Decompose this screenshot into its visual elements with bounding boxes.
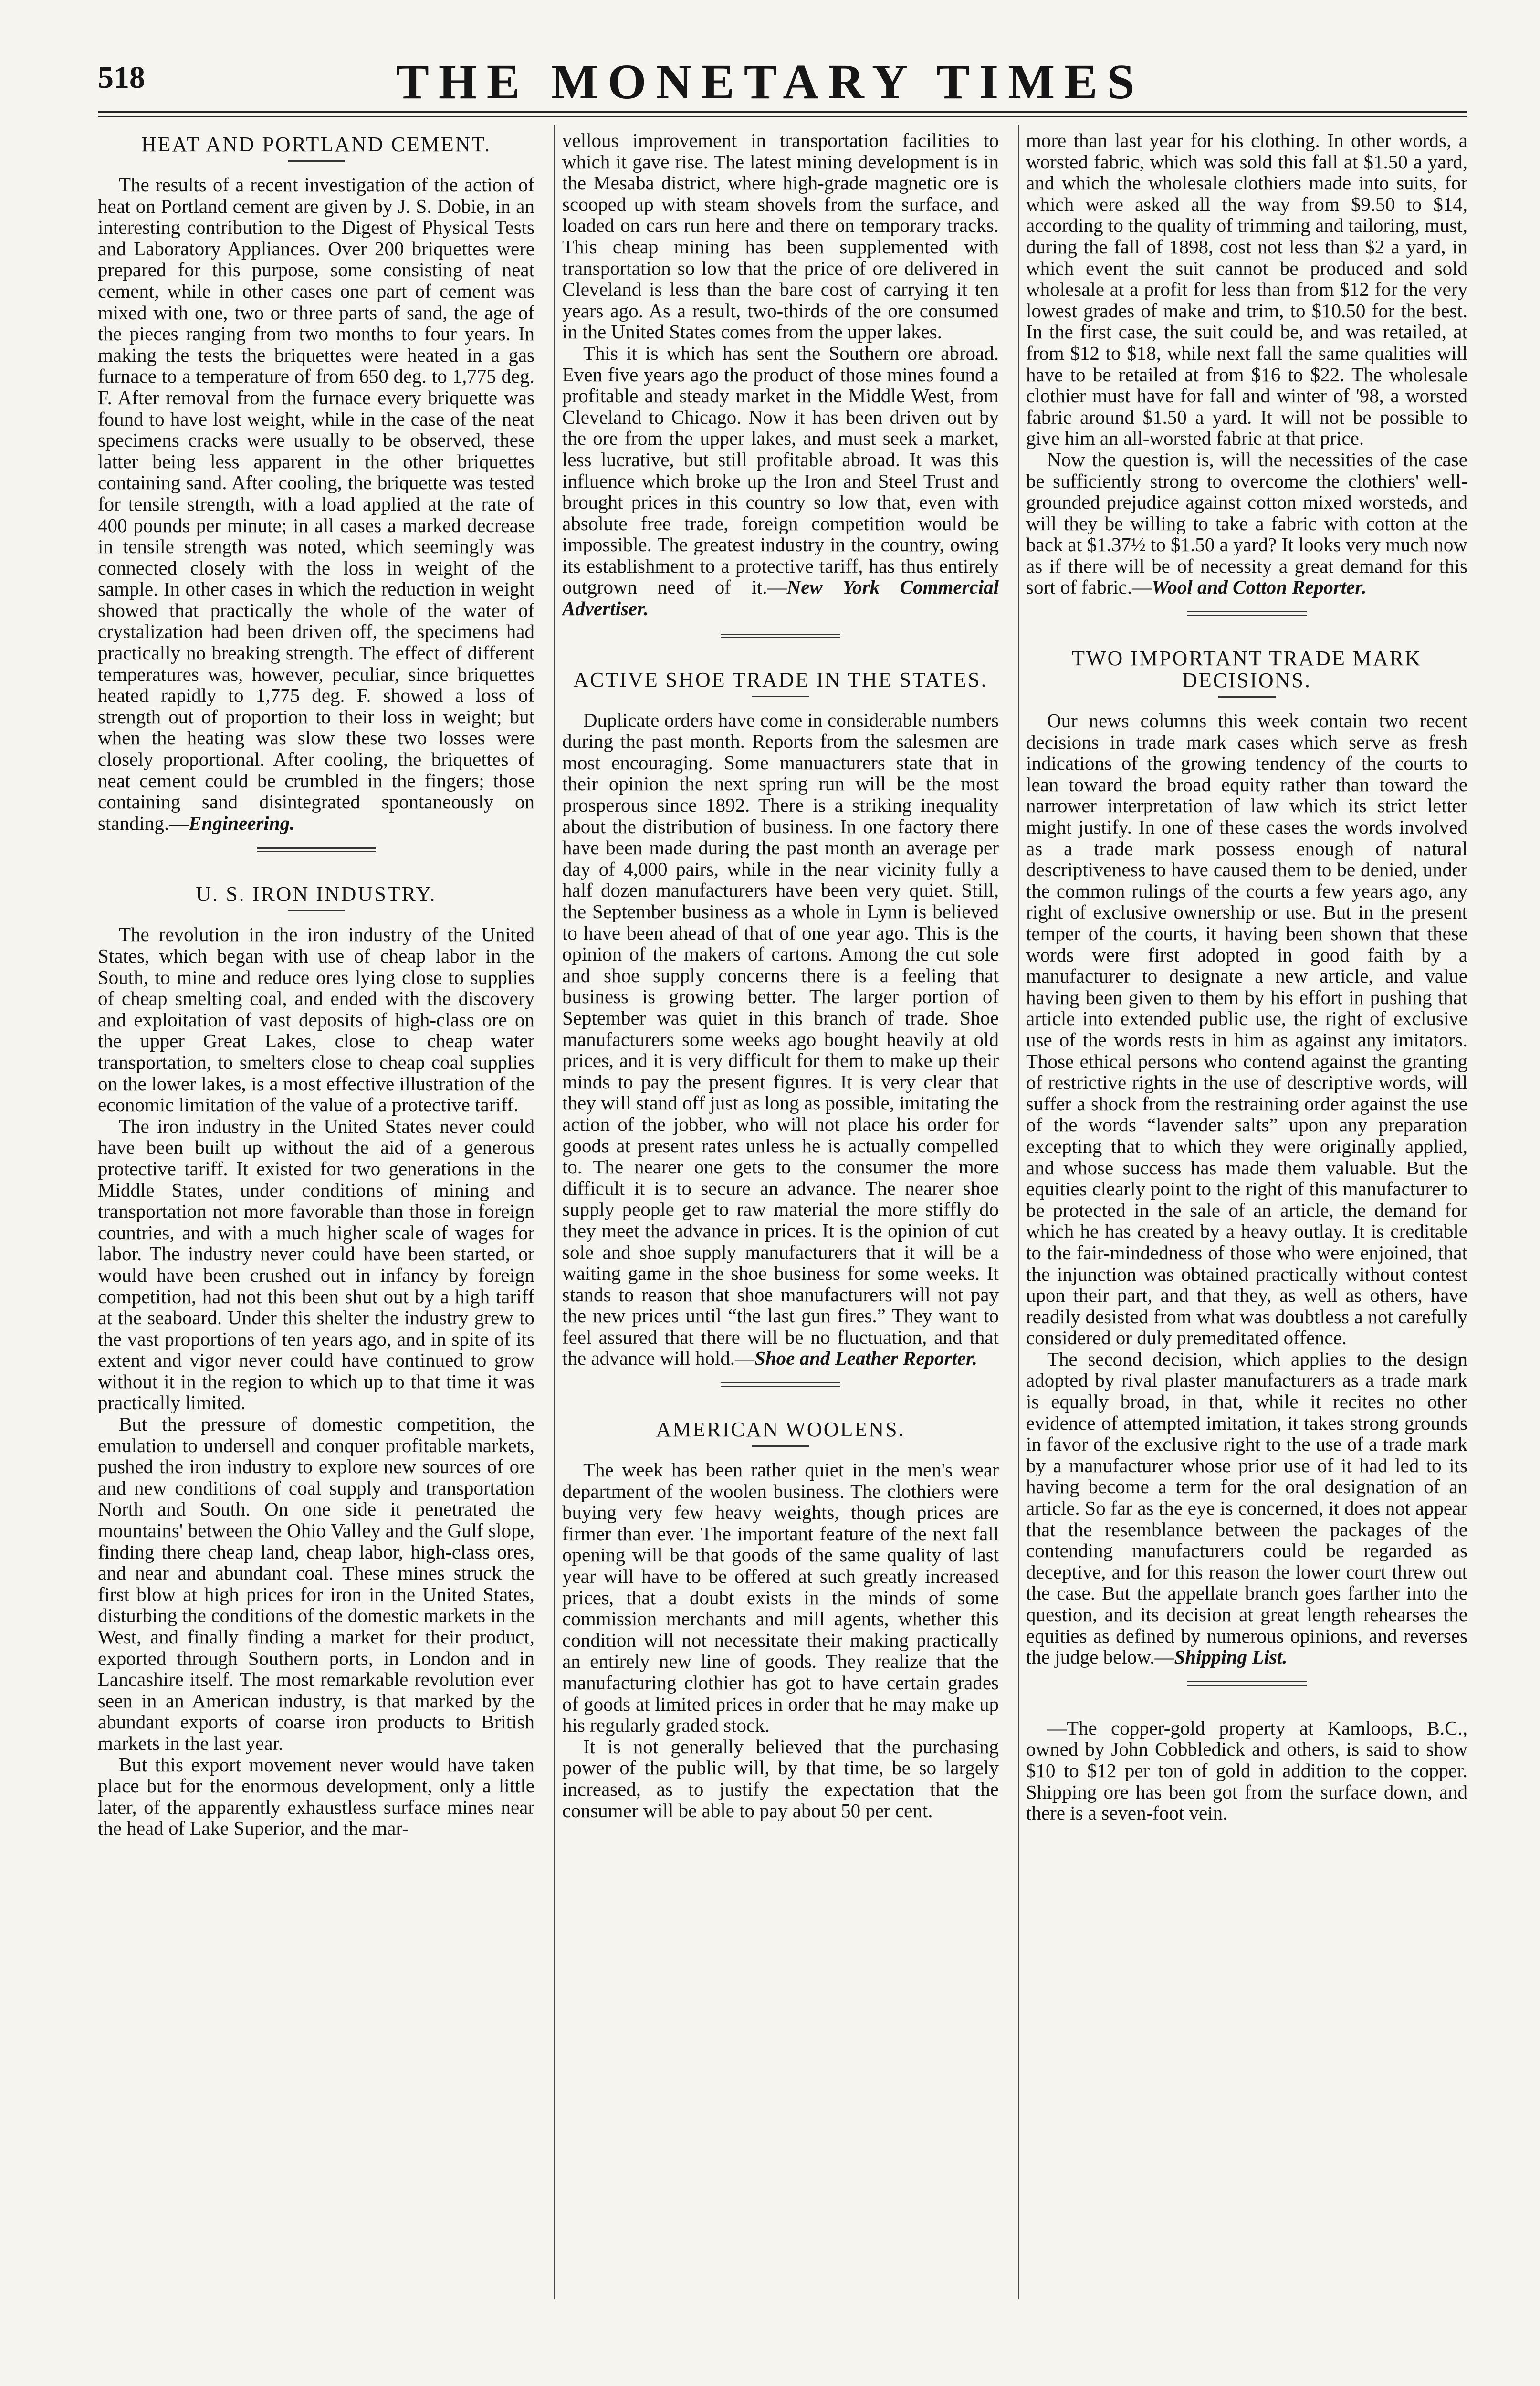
- title-rule: [1218, 696, 1276, 698]
- column-divider-2: [1018, 125, 1019, 2299]
- page-header: [0, 0, 1540, 110]
- article-source: Engineering.: [189, 812, 295, 834]
- article-paragraph: But this export movement never would have taken place but for the enormous development, only a little later, of the apparently exhaustless surface mines near the head of Lake Superior, and the mar-: [98, 1753, 534, 1840]
- article-paragraph: Duplicate orders have come in considerable numbers during the past month. Reports from the salesmen are most encouraging. Some manuacturers state that in their opinion the next spring run will be the most prosperous since 1892. There is a striking inequality about the distribution of business. In one factory there have been made during the past month an average per day of 4,000 pairs, while in the near vicinity fully a half dozen manufacturers have been very quiet. Still, the September business as a whole in Lynn is believed to have been ahead of that of one year ago. This is the opinion of the makers of cartons. Among the cut sole and shoe supply concerns there is a feeling that business is growing better. The larger portion of September was quiet in this branch of trade. Shoe manufacturers some weeks ago bought heavily at old prices, and it is very difficult for them to make up their minds to pay the present figures. It is very clear that they will stand off just as long as possible, imitating the action of the jobber, who will not place his order for goods at present rates unless he is actually compelled to. The nearer one gets to the consumer the more difficult it is to secure an advance. The nearer shoe supply people get to raw material the more stiffly do they meet the advance in prices. It is the opinion of cut sole and shoe supply manufacturers that it will be a waiting game in the shoe business for some weeks. It stands to reason that shoe manufacturers will not pay the new prices until “the last gun fires.” They want to feel assured that there will be no fluctuation, and that the advance will hold.—Shoe and Leather Reporter.: [562, 709, 999, 1370]
- column-2: [562, 130, 999, 2306]
- article-paragraph: Now the question is, will the necessities of the case be sufficiently strong to overcome the clothiers' well-grounded prejudice against cotton mixed worsteds, and will they be willing to take a fabric with cotton at the back at $1.37½ to $1.50 a yard? It looks very much now as if there will be of necessity a great demand for this sort of fabric.—Wool and Cotton Reporter.: [1026, 448, 1467, 598]
- article-paragraph: The week has been rather quiet in the men's wear department of the woolen business. The clothiers were buying very few heavy weights, though prices are firmer than ever. The important feature of the next fall opening will be that goods of the same quality of last year will have to be offered at such greatly increased prices, that a doubt exists in the minds of some commission merchants and mill agents, whether this condition will not necessitate their making practically an entirely new line of goods. They realize that the manufacturing clothier has got to have certain grades of goods at limited prices in order that he may make up his regularly graded stock.: [562, 1459, 999, 1737]
- column-1: [98, 130, 534, 2306]
- article-paragraph: more than last year for his clothing. In other words, a worsted fabric, which was sold this fall at $1.50 a yard, and which the wholesale clothiers made into suits, for which were asked all the way from $9.50 to $14, according to the quality of trimming and tailoring, must, during the fall of 1898, cost not less than $2 a yard, in which event the suit cannot be produced and sold wholesale at a profit for less than from $12 for the very lowest grades of make and trim, to $10.50 for the best. In the first case, the suit could be, and was retailed, at from $12 to $18, while next fall the same qualities will have to be retailed at from $16 to $22. The wholesale clothier must have for fall and winter of '98, a worsted fabric around $1.50 a yard. It will not be possible to give him an all-worsted fabric at that price.: [1026, 130, 1467, 450]
- column-divider-1: [554, 125, 555, 2299]
- article-paragraph: But the pressure of domestic competition, the emulation to undersell and conquer profitable markets, pushed the iron industry to explore new sources of ore and new conditions of coal supply and transportation North and South. On one side it penetrated the mountains' between the Ohio Valley and the Gulf slope, finding there cheap land, cheap labor, high-class ores, and near and abundant coal. These mines struck the first blow at high prices for iron in the United States, disturbing the conditions of the domestic markets in the West, and finally finding a market for their product, exported through Southern ports, in London and in Lancashire itself. The most remarkable revolution ever seen in an American industry, is that marked by the abundant exports of coarse iron products to British markets in the last year.: [98, 1413, 534, 1754]
- header-rule: [98, 111, 1467, 113]
- article-source: Wool and Cotton Reporter.: [1152, 576, 1367, 598]
- article-copper-gold-property: [1026, 1717, 1467, 1824]
- article-paragraph: It is not generally believed that the purchasing power of the public will, by that time, be so largely increased, as to justify the expectation that the consumer will be able to pay about 50 per cent.: [562, 1735, 999, 1821]
- article-separator: [1187, 611, 1307, 616]
- article-separator: [721, 633, 840, 638]
- column-3: [1026, 130, 1467, 2306]
- page-number: 518: [98, 60, 145, 95]
- article-source: New York Commercial Advertiser.: [562, 576, 999, 620]
- article-separator: [1187, 1681, 1307, 1686]
- header-rule-thin: [98, 116, 1467, 117]
- article-us-iron-industry: [98, 883, 534, 1839]
- article-paragraph: —The copper-gold property at Kamloops, B.C., owned by John Cobbledick and others, is said to show $10 to $12 per ton of gold in addition to the copper. Shipping ore has been got from the surface down, and there is a seven-foot vein.: [1026, 1716, 1467, 1824]
- article-paragraph: This it is which has sent the Southern ore abroad. Even five years ago the product of those mines found a profitable and steady market in the Middle West, from Cleveland to Chicago. Now it has been driven out by the ore from the upper lakes, and must seek a market, less lucrative, but still profitable abroad. It was this influence which broke up the Iron and Steel Trust and brought prices in this country so low that, even with absolute free trade, foreign competition would be impossible. The greatest industry in the country, owing its establishment to a protective tariff, has thus entirely outgrown need of it.—New York Commercial Advertiser.: [562, 342, 999, 620]
- article-title: HEAT AND PORTLAND CEMENT.: [141, 133, 492, 156]
- article-source: Shipping List.: [1174, 1646, 1288, 1668]
- article-heat-portland-cement: [98, 134, 534, 834]
- masthead-title: THE MONETARY TIMES: [396, 54, 1144, 109]
- article-paragraph: Our news columns this week contain two recent decisions in trade mark cases which serve as fresh indications of the growing tendency of the courts to lean toward the broad equity rather than toward the narrower interpretation of law which its strict letter might justify. In one of these cases the words involved as a trade mark possess enough of natural descriptiveness to have caused them to be denied, under the common rulings of the courts a few years ago, any right of exclusive ownership or use. But in the present temper of the courts, it having been shown that these words were first adopted in good faith by a manufacturer to designate a new article, and value having been given to them by his effort in pushing that article into extended public use, the right of exclusive use of the words rests in him as against any imitators. Those ethical persons who contend against the granting of restrictive rights in the use of descriptive words, will suffer a shock from the restraining order against the use of the words “lavender salts” upon any preparation excepting that to which they were originally applied, and whose success has made them valuable. But the equities clearly point to the right of this manufacturer to be protected in the sale of an article, the demand for which he has created by a heavy outlay. It is creditable to the fair-mindedness of those who were enjoined, that the injunction was obtained practically without contest upon their part, and that they, as well as others, have readily desisted from what was doubtless a not carefully considered or duly premeditated offence.: [1026, 710, 1467, 1349]
- title-rule: [288, 160, 345, 162]
- article-paragraph: The results of a recent investigation of the action of heat on Portland cement are given by J. S. Dobie, in an interesting contribution to the Digest of Physical Tests and Laboratory Appliances. Over 200 briquettes were prepared for this purpose, some consisting of neat cement, while in other cases one part of cement was mixed with one, two or three parts of sand, the age of the pieces ranging from two months to four years. In making the tests the briquettes were heated in a gas furnace to a temperature of from 650 deg. to 1,775 deg. F. After removal from the furnace every briquette was found to have lost weight, while in the case of the neat specimens cracks were usually to be observed, these latter being less apparent in the other briquettes containing sand. After cooling, the briquette was tested for tensile strength, with a load applied at the rate of 400 pounds per minute; in all cases a marked decrease in tensile strength was noted, which seemingly was connected closely with the loss in weight of the sample. In other cases in which the reduction in weight showed that practically the whole of the water of crystalization had been driven off, the specimens had practically no breaking strength. The effect of different temperatures was, however, peculiar, since briquettes heated rapidly to 1,775 deg. F. showed a loss of strength out of proportion to their loss in weight; but when the heating was slow these two losses were closely proportional. After cooling, the briquettes of neat cement could be crumbled in the fingers; those containing sand disintegrated spontaneously on standing.—Engineering.: [98, 174, 534, 834]
- article-separator: [721, 1382, 840, 1387]
- article-source: Shoe and Leather Reporter.: [754, 1347, 978, 1370]
- article-title: ACTIVE SHOE TRADE IN THE STATES.: [573, 668, 988, 691]
- article-paragraph: The iron industry in the United States never could have been built up without the aid of a generous protective tariff. It existed for two generations in the Middle States, under conditions of mining and transportation not more favorable than those in foreign countries, and with a much higher scale of wages for labor. The industry never could have been started, or would have been crushed out in infancy by foreign competition, had not this been shut out by a high tariff at the seaboard. Under this shelter the industry grew to the vast proportions of ten years ago, and in spite of its extent and vigor never could have continued to grow without it in the region to which up to that time it was practically limited.: [98, 1115, 534, 1414]
- article-separator: [257, 847, 376, 852]
- article-title: U. S. IRON INDUSTRY.: [196, 882, 437, 906]
- title-rule: [752, 1445, 809, 1447]
- article-title: AMERICAN WOOLENS.: [656, 1418, 905, 1442]
- article-paragraph: vellous improvement in transportation facilities to which it gave rise. The latest mining development is in the Mesaba district, where high-grade magnetic ore is scooped up with steam shovels from the surface, and loaded on cars run here and there on temporary tracks. This cheap mining has been supplemented with transportation so low that the price of ore delivered in Cleveland is less than the bare cost of carrying it ten years ago. As a result, two-thirds of the ore consumed in the United States comes from the upper lakes.: [562, 130, 999, 343]
- article-trade-mark-decisions: [1026, 648, 1467, 1668]
- title-rule: [288, 910, 345, 911]
- article-american-woolens-continued: [1026, 130, 1467, 598]
- article-us-iron-industry-continued: [562, 130, 999, 619]
- title-rule: [752, 696, 809, 697]
- article-paragraph: The second decision, which applies to the design adopted by rival plaster manufacturers as a trade mark is equally broad, in that, while it recites no other evidence of attempted imitation, it takes strong grounds in favor of the exclusive right to the use of a trade mark by a manufacturer whose prior use of it had led to its having become a term for the oral designation of an article. So far as the eye is concerned, it does not appear that the resemblance between the packages of the contending manufacturers could be regarded as deceptive, and for this reason the lower court threw out the case. But the appellate branch goes farther into the question, and its decision at great length rehearses the equities as defined by numerous opinions, and reverses the judge below.—Shipping List.: [1026, 1348, 1467, 1668]
- article-paragraph: The revolution in the iron industry of the United States, which began with use of cheap labor in the South, to mine and reduce ores lying close to supplies of cheap smelting coal, and ended with the discovery and exploitation of vast deposits of high-class ore on the upper Great Lakes, close to cheap water transportation, to smelters close to cheap coal supplies on the lower lakes, is a most effective illustration of the economic limitation of the value of a protective tariff.: [98, 923, 534, 1116]
- article-american-woolens: [562, 1419, 999, 1821]
- article-active-shoe-trade: [562, 669, 999, 1369]
- article-title: TWO IMPORTANT TRADE MARK DECISIONS.: [1072, 647, 1422, 692]
